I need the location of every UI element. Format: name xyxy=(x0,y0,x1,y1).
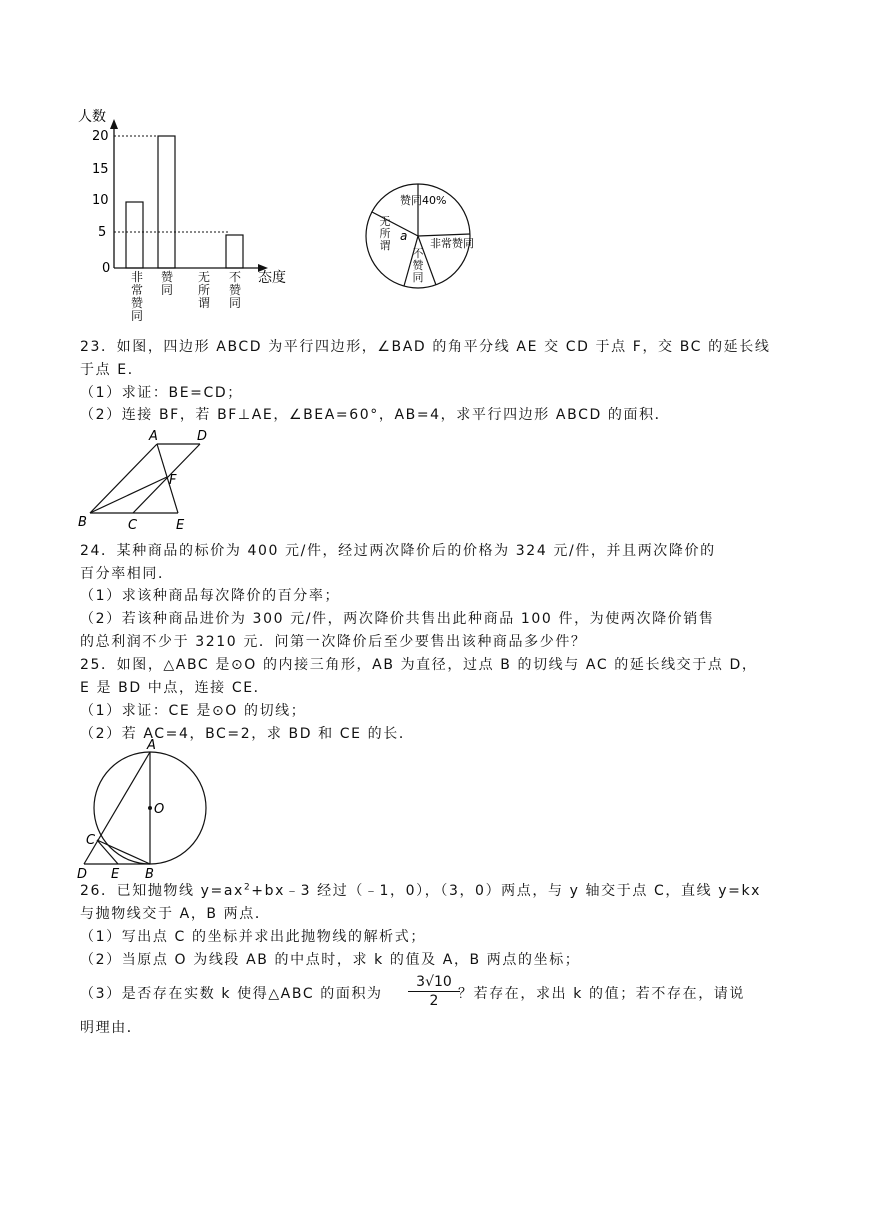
circle-figure-svg xyxy=(75,738,215,880)
q23-label-A: A xyxy=(149,429,158,444)
q23-label-D: D xyxy=(197,429,208,444)
q24-line1: 24．某种商品的标价为 400 元/件，经过两次降价后的价格为 324 元/件，并且两次降价的 xyxy=(80,543,716,559)
bar-chart xyxy=(70,105,330,330)
q26-line2: 与抛物线交于 A，B 两点． xyxy=(80,906,271,922)
pie-label-disapprove: 不赞同 xyxy=(412,247,424,284)
q23-line1: 23．如图，四边形 ABCD 为平行四边形，∠BAD 的角平分线 AE 交 CD 于点 F，交 BC 的延长线 xyxy=(80,339,771,355)
q24-part1: （1）求该种商品每次降价的百分率； xyxy=(80,588,341,604)
q26-part3c: 明理由． xyxy=(80,1020,143,1036)
q23-line2: 于点 E． xyxy=(80,362,144,378)
area-fraction xyxy=(408,974,460,1009)
pie-angle-label: a xyxy=(400,229,408,243)
q25-label-A: A xyxy=(147,738,156,753)
q25-part1: （1）求证：CE 是⊙O 的切线； xyxy=(80,703,307,719)
ytick-10: 10 xyxy=(92,193,109,208)
q26-line1-a: 26．已知抛物线 y=ax xyxy=(80,883,244,899)
q26-part3a: （3）是否存在实数 k 使得△ABC 的面积为 xyxy=(80,986,383,1002)
q23-part1: （1）求证：BE=CD； xyxy=(80,385,243,401)
q23-part2: （2）连接 BF，若 BF⊥AE，∠BEA=60°，AB=4，求平行四边形 ABCD 的面积． xyxy=(80,407,671,423)
q23-figure xyxy=(75,425,220,535)
q26-superscript: 2 xyxy=(243,882,252,893)
fraction-numerator: 3√10 xyxy=(408,974,460,992)
q24-part2b: 的总利润不少于 3210 元．问第一次降价后至少要售出该种商品多少件？ xyxy=(80,634,587,650)
ytick-15: 15 xyxy=(92,162,109,177)
q24-line2: 百分率相同． xyxy=(80,566,174,582)
ytick-5: 5 xyxy=(98,225,107,240)
q25-label-E: E xyxy=(111,867,120,880)
ytick-0: 0 xyxy=(102,261,111,276)
bar-2 xyxy=(158,136,175,268)
q23-label-E: E xyxy=(176,518,185,533)
q25-label-O: O xyxy=(154,802,165,817)
category-label-4: 不赞同 xyxy=(228,270,241,310)
parallelogram-svg xyxy=(75,425,220,535)
pie-label-approve: 赞同40% xyxy=(400,194,447,207)
q23-label-C: C xyxy=(128,518,138,533)
q23-label-B: B xyxy=(78,515,87,530)
q26-line1 xyxy=(80,880,761,900)
q25-label-B: B xyxy=(145,867,154,880)
pie-label-strongly: 非常赞同 xyxy=(430,237,474,250)
bars xyxy=(126,136,243,268)
q26-part2: （2）当原点 O 为线段 AB 的中点时，求 k 的值及 A，B 两点的坐标； xyxy=(80,952,581,968)
category-label-1: 非常赞同 xyxy=(130,270,143,323)
q26-part1: （1）写出点 C 的坐标并求出此抛物线的解析式； xyxy=(80,929,426,945)
q25-label-D: D xyxy=(77,867,88,880)
category-label-2: 赞同 xyxy=(160,270,173,297)
q26-part3b: ？若存在，求出 k 的值；若不存在，请说 xyxy=(458,986,746,1002)
q25-line1: 25．如图，△ABC 是⊙O 的内接三角形，AB 为直径，过点 B 的切线与 AC 的延长线交于点 D， xyxy=(80,657,758,673)
bar-1 xyxy=(126,202,143,268)
y-axis-arrow xyxy=(110,119,118,129)
q25-figure xyxy=(75,738,215,880)
q25-label-C: C xyxy=(86,833,96,848)
q25-part2: （2）若 AC=4，BC=2，求 BD 和 CE 的长． xyxy=(80,726,415,742)
pie-label-indifferent: 无所谓 xyxy=(379,215,391,252)
pie-chart xyxy=(360,178,500,298)
x-axis-label: 态度 xyxy=(258,270,286,286)
fraction-denominator: 2 xyxy=(429,993,439,1009)
q23-label-F: F xyxy=(169,473,177,488)
pie-divider-right xyxy=(418,234,470,236)
q24-part2a: （2）若该种商品进价为 300 元/件，两次降价共售出此种商品 100 件，为使两次降价销售 xyxy=(80,611,715,627)
y-axis-label: 人数 xyxy=(78,109,106,125)
category-label-3: 无所谓 xyxy=(197,270,210,310)
ytick-20: 20 xyxy=(92,129,109,144)
q25-line2: E 是 BD 中点，连接 CE． xyxy=(80,680,270,696)
bar-4 xyxy=(226,235,243,268)
q26-line1-b: +bx﹣3 经过（﹣1，0），（3，0）两点，与 y 轴交于点 C，直线 y=kx xyxy=(251,883,762,899)
